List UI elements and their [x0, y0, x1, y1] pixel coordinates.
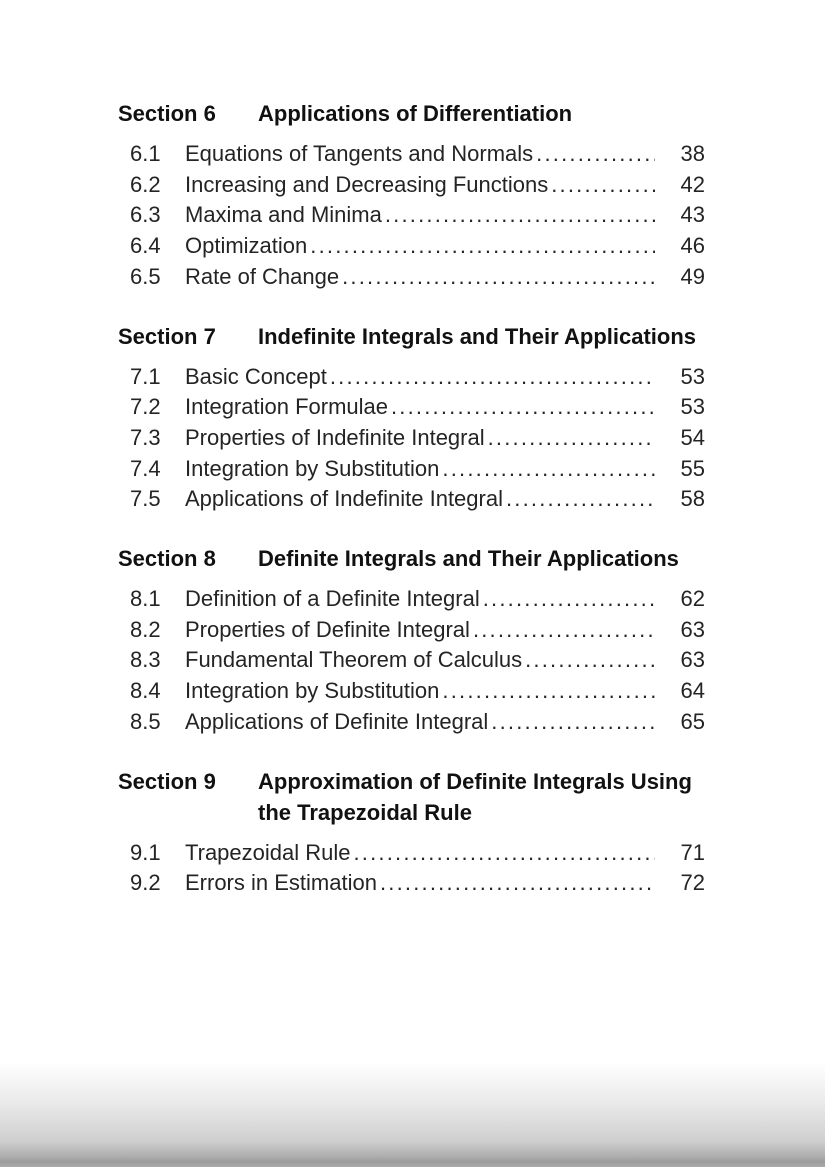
section-label: Section 7	[118, 323, 216, 349]
toc-entry-number: 6.1	[130, 141, 161, 166]
toc-entry-page: 54	[680, 424, 705, 450]
toc-entry-title: Rate of Change	[185, 263, 340, 289]
toc-entry[interactable]	[118, 707, 705, 738]
toc-entry[interactable]	[118, 484, 705, 515]
dot-leader	[382, 200, 655, 231]
toc-entry-number: 7.3	[130, 424, 161, 450]
toc-entry-title: Errors in Estimation	[185, 870, 377, 896]
toc-entry-title: Applications of Definite Integral	[185, 708, 489, 734]
toc-entry-number: 7.4	[130, 455, 161, 481]
toc-entry[interactable]	[118, 868, 705, 899]
dot-leader	[339, 262, 655, 293]
section-label: Section 9	[118, 768, 216, 794]
toc-entry-page: 62	[680, 586, 705, 612]
toc-entry-number: 8.2	[130, 616, 161, 642]
toc-entry[interactable]	[118, 231, 705, 262]
toc-entry[interactable]	[118, 645, 705, 676]
dot-leader	[439, 676, 655, 707]
toc-entry-page: 58	[680, 486, 705, 512]
toc-entry-page: 64	[680, 678, 705, 704]
toc-entry-number: 8.1	[130, 586, 161, 612]
toc-entry-page: 55	[680, 455, 705, 481]
dot-leader	[439, 454, 655, 485]
section-title: Indefinite Integrals and Their Applications	[258, 323, 697, 349]
toc-entry-title: Maxima and Minima	[185, 202, 382, 228]
toc-entry-number: 8.3	[130, 647, 161, 673]
section-label: Section 6	[118, 101, 216, 126]
dot-leader	[377, 868, 655, 899]
section-heading	[118, 766, 705, 828]
toc-entry-number: 8.4	[130, 678, 161, 704]
toc-entry-page: 63	[680, 616, 705, 642]
toc-entry-page: 63	[680, 647, 705, 673]
toc-entry-title: Trapezoidal Rule	[185, 839, 351, 865]
section-heading	[118, 543, 705, 574]
dot-leader	[503, 484, 655, 515]
toc-entry-title: Definition of a Definite Integral	[185, 586, 480, 612]
dot-leader	[485, 423, 655, 454]
toc-entry[interactable]	[118, 139, 705, 170]
section-heading	[118, 98, 705, 129]
toc-entry-page: 53	[680, 363, 705, 389]
dot-leader	[488, 707, 655, 738]
toc-entry-number: 7.2	[130, 394, 161, 420]
toc-entry-page: 71	[680, 839, 705, 865]
toc-entry-title: Properties of Definite Integral	[185, 616, 470, 642]
toc-entry-page: 43	[680, 202, 705, 228]
toc-entry-number: 9.1	[130, 839, 161, 865]
toc-entry[interactable]	[118, 200, 705, 231]
page-bottom-shadow	[0, 1062, 825, 1167]
toc-entry-page: 72	[680, 870, 705, 896]
toc-entry-title: Fundamental Theorem of Calculus	[185, 647, 523, 673]
toc-entry-title: Integration by Substitution	[185, 678, 440, 704]
toc-entry[interactable]	[118, 170, 705, 201]
toc-entry-number: 9.2	[130, 870, 161, 896]
toc-entry[interactable]	[118, 676, 705, 707]
toc-entry-title: Basic Concept	[185, 363, 327, 389]
toc-entry-title: Integration by Substitution	[185, 455, 440, 481]
toc-entry[interactable]	[118, 838, 705, 869]
dot-leader	[533, 139, 655, 170]
toc-entry[interactable]	[118, 454, 705, 485]
toc-entry-number: 6.2	[130, 171, 161, 197]
toc-section-9	[118, 766, 705, 899]
toc-entry-title: Properties of Indefinite Integral	[185, 424, 485, 450]
toc-entry-title: Optimization	[185, 233, 308, 259]
section-title: Approximation of Definite Integrals Using the Trapezoidal Rule	[258, 768, 692, 825]
toc-section-8	[118, 543, 705, 738]
section-heading	[118, 321, 705, 352]
toc-entry[interactable]	[118, 615, 705, 646]
section-label: Section 8	[118, 546, 216, 572]
toc-section-7	[118, 321, 705, 516]
toc-entry-number: 7.5	[130, 486, 161, 512]
dot-leader	[351, 838, 656, 869]
toc-entry-number: 6.4	[130, 233, 161, 259]
toc-entry-number: 8.5	[130, 708, 161, 734]
toc-entry-page: 46	[680, 233, 705, 259]
toc-entry-number: 6.5	[130, 263, 161, 289]
toc-entry-page: 65	[680, 708, 705, 734]
dot-leader	[522, 645, 655, 676]
toc-entry-title: Applications of Indefinite Integral	[185, 486, 503, 512]
toc-entry[interactable]	[118, 584, 705, 615]
dot-leader	[548, 170, 655, 201]
dot-leader	[470, 615, 655, 646]
toc-entry[interactable]	[118, 362, 705, 393]
toc-entry-number: 6.3	[130, 202, 161, 228]
dot-leader	[327, 362, 655, 393]
toc-section-6	[118, 98, 705, 293]
toc-entry-page: 42	[680, 171, 705, 197]
section-title: Definite Integrals and Their Applications	[258, 546, 679, 572]
toc-entry-title: Increasing and Decreasing Functions	[185, 171, 549, 197]
toc-entry-title: Equations of Tangents and Normals	[185, 141, 534, 166]
toc-entry-number: 7.1	[130, 363, 161, 389]
toc-entry-title: Integration Formulae	[185, 394, 388, 420]
toc-entry-page: 49	[680, 263, 705, 289]
toc-entry-page: 38	[680, 141, 705, 166]
section-title: Applications of Differentiation	[258, 101, 573, 126]
toc-entry[interactable]	[118, 423, 705, 454]
toc-entry-page: 53	[680, 394, 705, 420]
dot-leader	[388, 392, 655, 423]
dot-leader	[307, 231, 655, 262]
dot-leader	[480, 584, 655, 615]
toc-entry[interactable]	[118, 262, 705, 293]
toc-entry[interactable]	[118, 392, 705, 423]
